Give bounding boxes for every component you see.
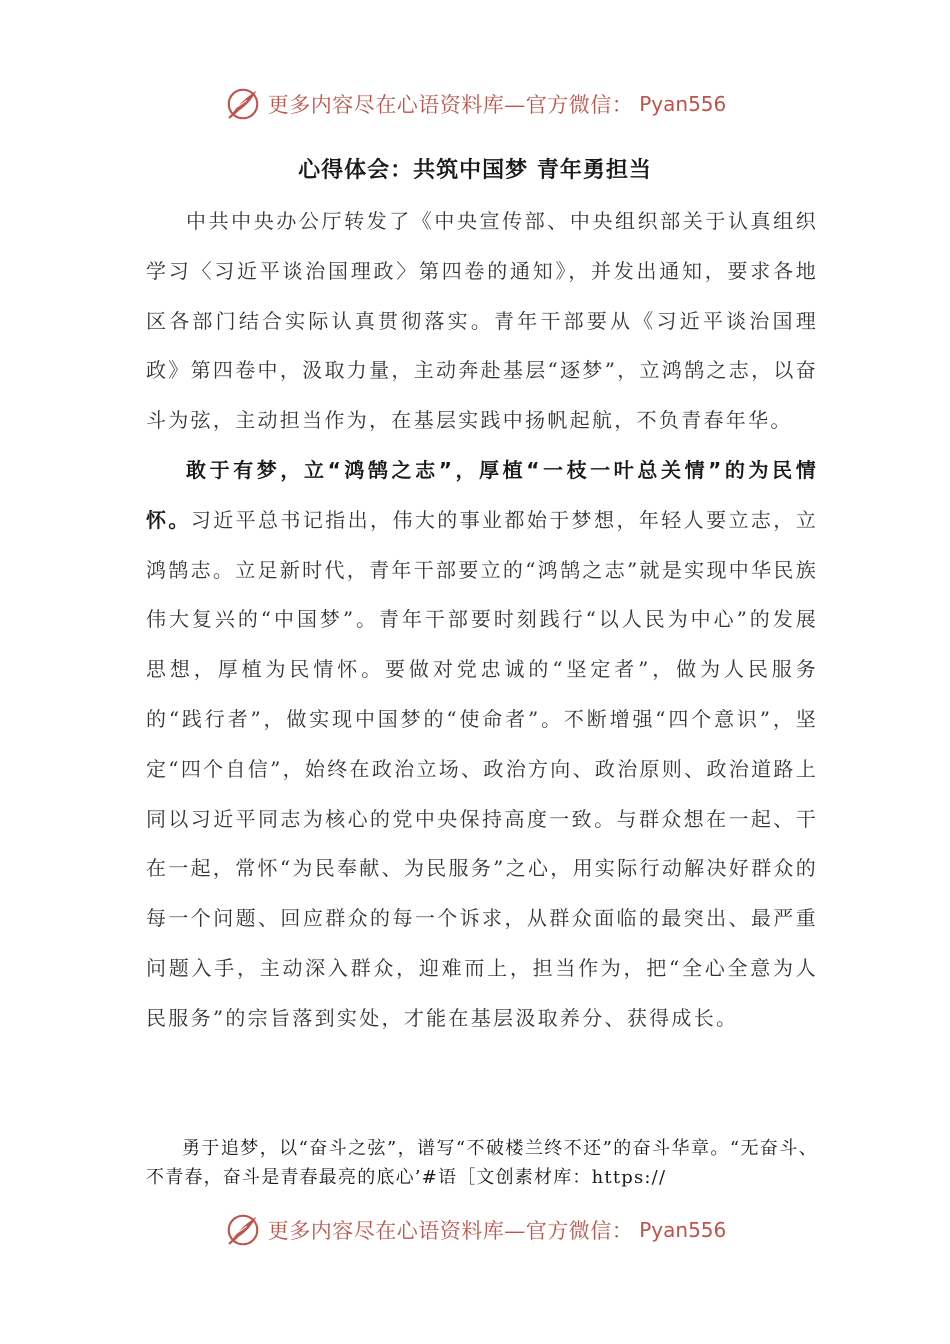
banner-wechat-id: Pyan556 — [639, 1218, 727, 1242]
paragraph-intro: 中共中央办公厅转发了《中央宣传部、中央组织部关于认真组织学习〈习近平谈治国理政〉第四卷的通知》，并发出通知，要求各地区各部门结合实际认真贯彻落实。青年干部要从《习近平谈治国理政》第四卷中，汲取力量，主动奔赴基层“逐梦”，立鸿鹄之志，以奋斗为弦，主动担当作为，在基层实践中扬帆起航，不负青春年华。 — [146, 209, 818, 433]
header-banner — [0, 82, 950, 126]
quill-logo-icon — [224, 1211, 262, 1249]
paragraph-section-2: 勇于追梦，以“奋斗之弦”，谱写“不破楼兰终不还”的奋斗华章。“无奋斗、不青春，奋斗是青春最亮的底心’#语［文创素材库：https:// — [146, 1138, 818, 1188]
document-continuation — [146, 1134, 818, 1192]
section-heading: 敢于有梦，立“鸿鹄之志”，厚植“一枝一叶总关情”的为民情怀。 — [146, 457, 818, 532]
section-text: 习近平总书记指出，伟大的事业都始于梦想，年轻人要立志，立鸿鹄志。立足新时代，青年干部要立的“鸿鹄之志”就是实现中华民族伟大复兴的“中国梦”。青年干部要时刻践行“以人民为中心”的发展思想，厚植为民情怀。要做对党忠诚的“坚定者”，做为人民服务的“践行者”，做实现中国梦的“使命者”。不断增强“四个意识”，坚定“四个自信”，始终在政治立场、政治方向、政治原则、政治道路上同以习近平同志为核心的党中央保持高度一致。与群众想在一起、干在一起，常怀“为民奉献、为民服务”之心，用实际行动解决好群众的每一个问题、回应群众的每一个诉求，从群众面临的最突出、最严重问题入手，主动深入群众，迎难而上，担当作为，把“全心全意为人民服务”的宗旨落到实处，才能在基层汲取养分、获得成长。 — [146, 507, 818, 1030]
quill-logo-icon — [224, 85, 262, 123]
paragraph-section-1 — [146, 446, 818, 1044]
banner-text: 更多内容尽在心语资料库—官方微信： — [267, 93, 634, 117]
document-title: 心得体会：共筑中国梦 青年勇担当 — [298, 158, 652, 183]
document-body — [146, 197, 818, 1044]
banner-text: 更多内容尽在心语资料库—官方微信： — [267, 1219, 634, 1243]
footer-banner — [0, 1208, 950, 1252]
banner-wechat-id: Pyan556 — [639, 92, 727, 116]
